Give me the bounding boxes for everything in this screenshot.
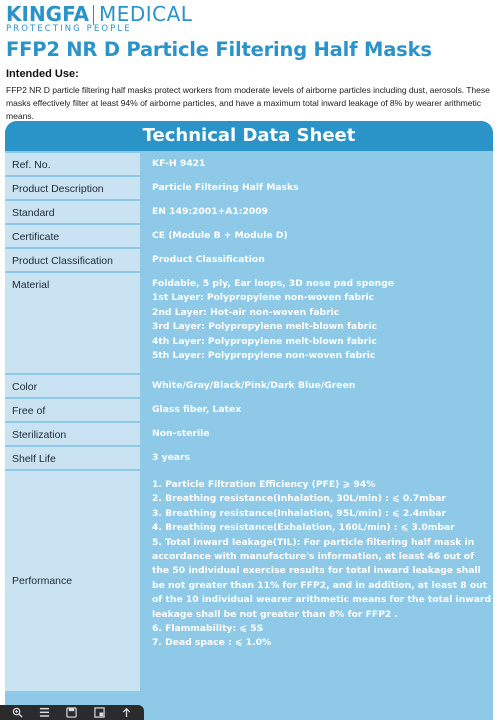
- row-value-line: KF-H 9421: [152, 158, 206, 169]
- sheet-row: [5, 471, 493, 691]
- row-value: [142, 201, 493, 223]
- row-value: [142, 375, 493, 397]
- logo-brand-name: KINGFA: [6, 2, 89, 26]
- row-label: Product Description: [5, 177, 140, 199]
- list-icon[interactable]: [39, 707, 51, 719]
- row-value: [142, 153, 493, 175]
- row-value-line: 5th Layer: Polypropylene non-woven fabric: [152, 350, 376, 362]
- row-value: [142, 225, 493, 247]
- row-label: Shelf Life: [5, 447, 140, 469]
- row-label: Material: [5, 273, 140, 373]
- row-value-line: 7. Dead space : ⩽ 1.0%: [152, 637, 272, 649]
- row-value: [142, 273, 493, 373]
- sheet-row: [5, 201, 493, 223]
- row-value-line: EN 149:2001+A1:2009: [152, 206, 269, 217]
- page-title: FFP2 NR D Particle Filtering Half Masks: [6, 38, 432, 61]
- row-value-line: 1st Layer: Polypropylene non-woven fabric: [152, 292, 375, 304]
- intended-use-label: Intended Use:: [6, 68, 79, 80]
- sheet-row: [5, 177, 493, 199]
- row-value-line: 5. Total inward leakage(TIL): For particle filtering half mask in accordance with manufacture's information, at least 46 out of the 50 individual exercise results for total inward leakage shall be not greater than 11% for FFP2, and in addition, at least 8 out of the 10 individual wearer arithmetic means for the total inward leakage shall be not greater than 8% for FFP2 .: [152, 536, 492, 620]
- row-value-line: 6. Flammability: ⩽ 5S: [152, 623, 264, 635]
- row-value-line: 4. Breathing resistance(Exhalation, 160L/min) : ⩽ 3.0mbar: [152, 522, 455, 534]
- logo-divider: [93, 5, 94, 25]
- save-icon[interactable]: [66, 707, 78, 719]
- row-value-line: 2nd Layer: Hot-air non-woven fabric: [152, 306, 340, 318]
- sheet-row: [5, 447, 493, 469]
- row-value-line: Particle Filtering Half Masks: [152, 182, 299, 193]
- viewer-toolbar: [0, 705, 144, 720]
- sheet-row: [5, 423, 493, 445]
- row-label: Sterilization: [5, 423, 140, 445]
- row-value-line: 3 years: [152, 452, 191, 463]
- logo-division: MEDICAL: [98, 2, 193, 26]
- sheet-row: [5, 273, 493, 373]
- row-label: Product Classification: [5, 249, 140, 271]
- row-value: [142, 447, 493, 469]
- row-value-line: CE (Module B + Module D): [152, 230, 288, 241]
- sheet-title: Technical Data Sheet: [5, 121, 493, 151]
- row-value-line: 3. Breathing resistance(Inhalation, 95L/min) : ⩽ 2.4mbar: [152, 507, 447, 519]
- row-value-line: 3rd Layer: Polypropylene melt-blown fabric: [152, 321, 377, 333]
- sheet-row: [5, 153, 493, 175]
- sheet-row: [5, 399, 493, 421]
- row-label: Certificate: [5, 225, 140, 247]
- brand-logo: [6, 2, 192, 32]
- row-value: [142, 399, 493, 421]
- row-label: Free of: [5, 399, 140, 421]
- row-value: [142, 423, 493, 445]
- share-icon[interactable]: [120, 707, 132, 719]
- row-value: [142, 177, 493, 199]
- row-value: [142, 249, 493, 271]
- logo-tagline: PROTECTING PEOPLE: [6, 24, 132, 34]
- row-value-line: Product Classification: [152, 254, 265, 265]
- sheet-row: [5, 249, 493, 271]
- row-value-line: Non-sterile: [152, 428, 210, 439]
- intended-use-text: FFP2 NR D particle filtering half masks protect workers from moderate levels of airborne particles including dust, aerosols. These masks effectively filter at least 94% of airborne particles, and have a maximum total inward leakage of 8% by wearer arithmetic means.: [6, 85, 490, 121]
- row-value: [142, 471, 493, 691]
- sheet-row: [5, 225, 493, 247]
- row-value-line: White/Gray/Black/Pink/Dark Blue/Green: [152, 380, 356, 391]
- row-label: Ref. No.: [5, 153, 140, 175]
- row-label: Standard: [5, 201, 140, 223]
- row-value-line: 4th Layer: Polypropylene melt-blown fabric: [152, 335, 377, 347]
- row-label: Performance: [5, 471, 140, 691]
- technical-data-sheet: [5, 121, 493, 720]
- row-value-line: 2. Breathing resistance(Inhalation, 30L/min) : ⩽ 0.7mbar: [152, 493, 447, 505]
- zoom-in-icon[interactable]: [12, 707, 24, 719]
- row-label: Color: [5, 375, 140, 397]
- fullscreen-icon[interactable]: [93, 707, 105, 719]
- row-value-line: 1. Particle Filtration Efficiency (PFE) ⩾ 94%: [152, 479, 376, 490]
- row-value-line: Glass fiber, Latex: [152, 404, 242, 415]
- sheet-rows: [5, 153, 493, 693]
- row-value-line: Foldable, 5 ply, Ear loops, 3D nose pad sponge: [152, 278, 395, 289]
- sheet-row: [5, 375, 493, 397]
